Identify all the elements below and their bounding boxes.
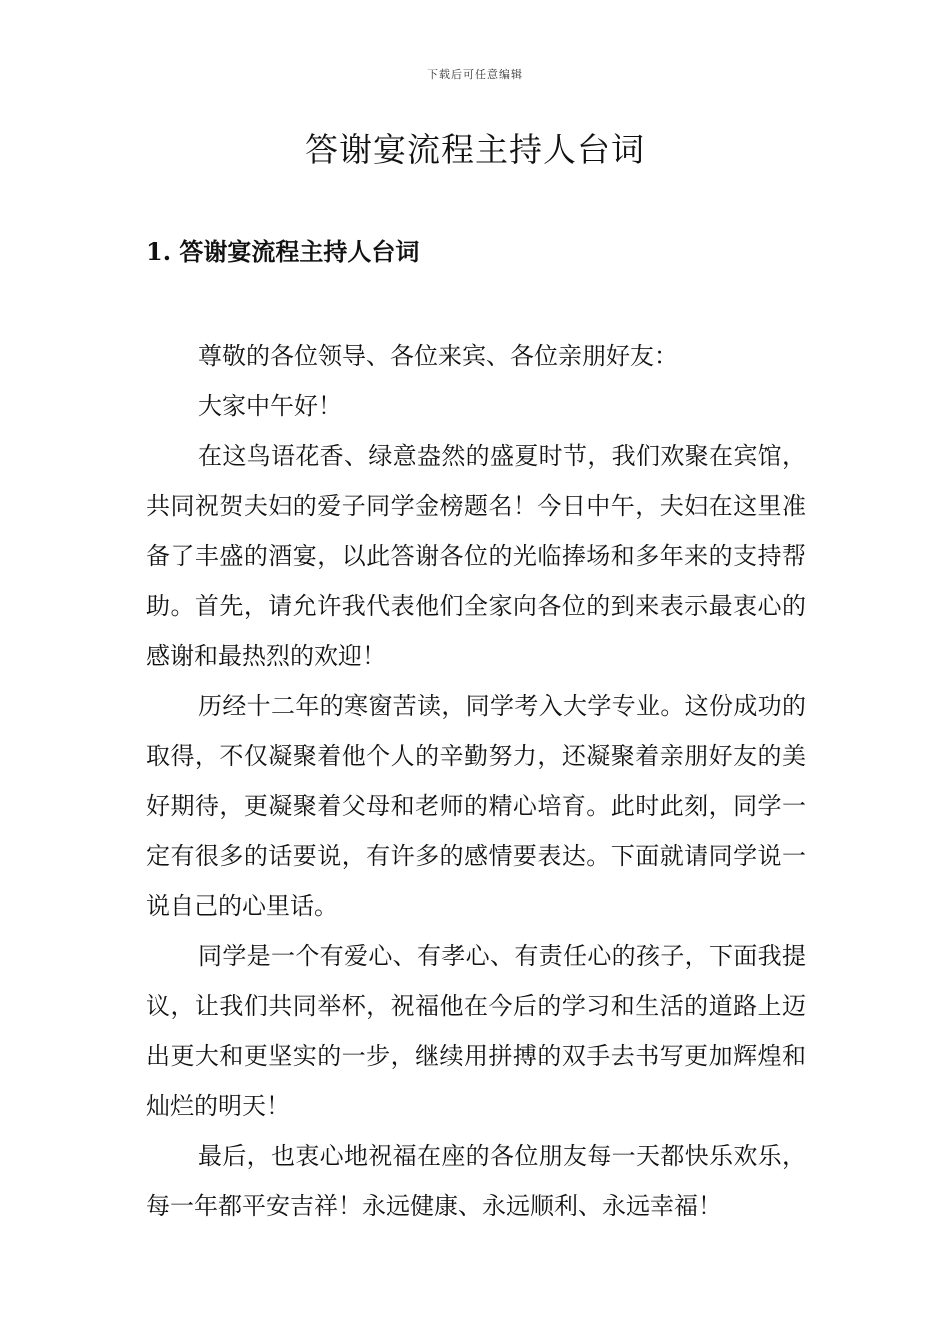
document-body — [146, 331, 806, 1231]
paragraph-achievement: 历经十二年的寒窗苦读，同学考入大学专业。这份成功的取得，不仅凝聚着他个人的辛勤努力，还凝聚着亲朋好友的美好期待，更凝聚着父母和老师的精心培育。此时此刻，同学一定有很多的话要说，有许多的感情要表达。下面就请同学说一说自己的心里话。 — [146, 692, 806, 920]
paragraph-closing: 最后，也衷心地祝福在座的各位朋友每一天都快乐欢乐，每一年都平安吉祥！永远健康、永远顺利、永远幸福！ — [146, 1142, 806, 1220]
header-note: 下载后可任意编辑 — [427, 68, 523, 81]
paragraph-welcome: 在这鸟语花香、绿意盎然的盛夏时节，我们欢聚在宾馆，共同祝贺夫妇的爱子同学金榜题名！今日中午，夫妇在这里准备了丰盛的酒宴，以此答谢各位的光临捧场和多年来的支持帮助。首先，请允许我代表他们全家向各位的到来表示最衷心的感谢和最热烈的欢迎！ — [146, 442, 806, 670]
document-title: 答谢宴流程主持人台词 — [305, 130, 645, 169]
paragraph-toast: 同学是一个有爱心、有孝心、有责任心的孩子，下面我提议，让我们共同举杯，祝福他在今后的学习和生活的道路上迈出更大和更坚实的一步，继续用拼搏的双手去书写更加辉煌和灿烂的明天！ — [146, 942, 806, 1120]
paragraph-greeting: 大家中午好！ — [198, 392, 342, 420]
section-heading: 1. 答谢宴流程主持人台词 — [146, 237, 420, 266]
paragraph-salutation: 尊敬的各位领导、各位来宾、各位亲朋好友： — [198, 342, 678, 370]
